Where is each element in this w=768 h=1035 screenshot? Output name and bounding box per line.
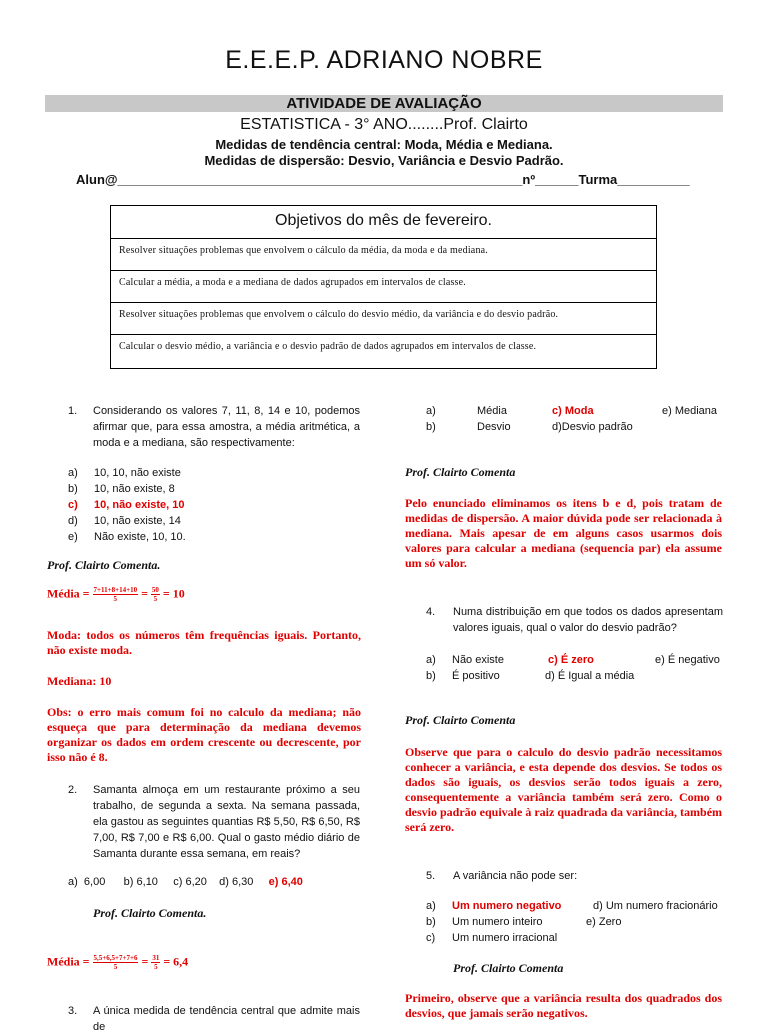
question-1-options (68, 465, 186, 545)
option-d: d) 10, não existe, 14 (68, 515, 181, 527)
question-number: 5. (426, 870, 436, 882)
q5-option-c: c) Um numero irracional (426, 932, 558, 944)
objective-row: Calcular o desvio médio, a variância e o desvio padrão de dados agrupados em intervalos de classe. (119, 341, 537, 352)
question-2 (68, 782, 360, 860)
question-text: A única medida de tendência central que admite mais de (93, 1005, 360, 1033)
question-text: Numa distribuição em que todos os dados apresentam valores iguais, qual o valor do desvio padrão? (453, 606, 723, 634)
option-b: b) 10, não existe, 8 (68, 483, 175, 495)
q3-explanation: Pelo enunciado eliminamos os itens b e d, pois tratam de medidas de dispersão. A maior dúvida pode ser relacionada à mediana. Mais apesar de em alguns casos usarmos dois valores para calcular a mediana (sequencia par) ela assume um só valor. (405, 496, 722, 570)
activity-title: ATIVIDADE DE AVALIAÇÃO (286, 95, 482, 112)
question-text: Considerando os valores 7, 11, 8, 14 e 10, podemos afirmar que, para essa amostra, a média aritmética, a moda e a mediana, são respectivamente: (93, 405, 360, 449)
objective-row: Calcular a média, a moda e a mediana de dados agrupados em intervalos de classe. (111, 271, 656, 303)
question-text: Samanta almoça em um restaurante próximo a seu trabalho, de segunda a sexta. Na semana passada, ela gastou as seguintes quantias R$ 5,50, R$ 6,50, R$ 7,00, R$ 7,00 e R$ 6,00. Qual o gasto médio diário de Samanta durante essa semana, em reais? (93, 784, 360, 860)
question-number: 1. (68, 405, 78, 417)
q5-option-e: e) Zero (586, 916, 622, 928)
q4-option-b: b) É positivo (426, 670, 500, 682)
objectives-title: Objetivos do mês de fevereiro. (111, 206, 656, 239)
option-a: a) 10, 10, não existe (68, 467, 181, 479)
question-1 (68, 403, 360, 451)
fraction: $\frac{31}{5}$ (152, 954, 160, 971)
q4-option-d: d) É Igual a média (545, 670, 635, 682)
objective-row: Resolver situações problemas que envolvem o cálculo da média, da moda e da mediana. (111, 239, 656, 271)
q4-explanation: Observe que para o calculo do desvio padrão necessitamos conhecer a variância, e esta depende dos desvios. Se todos os dados são iguais, os desvios serão todos iguais a zero, consequentemente a variância também será zero. Como o desvio padrão equivale à raiz quadrada da variância, também será zero. (405, 745, 723, 834)
fraction: $\frac{50}{5}$ (151, 586, 159, 603)
question-3-option-c-correct: c) Moda (552, 405, 594, 417)
q1-median-explanation: Mediana: 10 (47, 674, 112, 688)
question-3-option-d: d)Desvio padrão (552, 421, 633, 433)
option-e: e) Não existe, 10, 10. (68, 531, 186, 543)
option-e-correct: e) 6,40 (268, 876, 303, 888)
option-c-correct: c) 10, não existe, 10 (68, 499, 185, 511)
question-text: A variância não pode ser: (453, 870, 578, 882)
school-title: E.E.E.P. ADRIANO NOBRE (225, 46, 543, 74)
question-number: 4. (426, 606, 436, 618)
q5-option-a-correct: a) Um numero negativo (426, 900, 562, 912)
question-3 (68, 1003, 360, 1033)
question-3-option-a-text: Média (477, 405, 507, 417)
fraction: $\frac{7+11+8+14+10}{5}$ (93, 586, 138, 603)
q4-option-e: e) É negativo (655, 654, 720, 666)
question-4 (426, 604, 723, 636)
question-3-option-b-text: Desvio (477, 421, 511, 433)
q1-comment-heading: Prof. Clairto Comenta. (47, 558, 161, 572)
q4-comment-heading: Prof. Clairto Comenta (405, 713, 516, 727)
subject-line: ESTATISTICA - 3° ANO........Prof. Clairto (240, 116, 528, 133)
question-number: 2. (68, 784, 78, 796)
objectives-table (110, 205, 657, 369)
q2-mean-formula: Média = $\frac{5,5+6,5+7+7+6}{5}$ = $\frac{31}{5}$ = 6,4 (47, 954, 189, 971)
option-a: a) 6,00 (68, 876, 106, 888)
q1-observation: Obs: o erro mais comum foi no calculo da mediana; não esqueça que para determinação da mediana devemos organizar os dados em ordem crescente ou decrescente, por isso não é 8. (47, 705, 361, 764)
q5-comment-heading: Prof. Clairto Comenta (453, 961, 564, 975)
option-b: b) 6,10 (123, 876, 158, 888)
topic-dispersion: Medidas de dispersão: Desvio, Variância e Desvio Padrão. (204, 153, 564, 168)
question-2-options (68, 874, 303, 890)
q3-comment-heading: Prof. Clairto Comenta (405, 465, 516, 479)
fraction: $\frac{5,5+6,5+7+7+6}{5}$ (93, 954, 138, 971)
question-3-option-e: e) Mediana (662, 405, 718, 417)
student-line: Alun@________________________________________________________nº______Turma__________ (76, 172, 690, 187)
q1-mode-explanation: Moda: todos os números têm frequências iguais. Portanto, não existe moda. (47, 628, 361, 657)
question-3-option-b: b) (426, 421, 436, 433)
topic-central-tendency: Medidas de tendência central: Moda, Média e Mediana. (215, 137, 553, 152)
q5-option-d: d) Um numero fracionário (593, 900, 718, 912)
question-number: 3. (68, 1005, 78, 1017)
q5-option-b: b) Um numero inteiro (426, 916, 543, 928)
q2-comment-heading: Prof. Clairto Comenta. (93, 906, 207, 920)
topics (0, 137, 768, 169)
q5-explanation: Primeiro, observe que a variância resulta dos quadrados dos desvios, que jamais serão negativos. (405, 991, 722, 1020)
q1-mean-formula: Média = $\frac{7+11+8+14+10}{5}$ = $\frac{50}{5}$ = 10 (47, 586, 185, 603)
q4-option-a: a) Não existe (426, 654, 504, 666)
q4-option-c-correct: c) É zero (548, 654, 594, 666)
option-c: c) 6,20 (173, 876, 207, 888)
objective-row: Resolver situações problemas que envolvem o cálculo do desvio médio, da variância e do desvio padrão. (111, 303, 656, 335)
option-d: d) 6,30 (219, 876, 254, 888)
question-3-option-a: a) (426, 405, 436, 417)
